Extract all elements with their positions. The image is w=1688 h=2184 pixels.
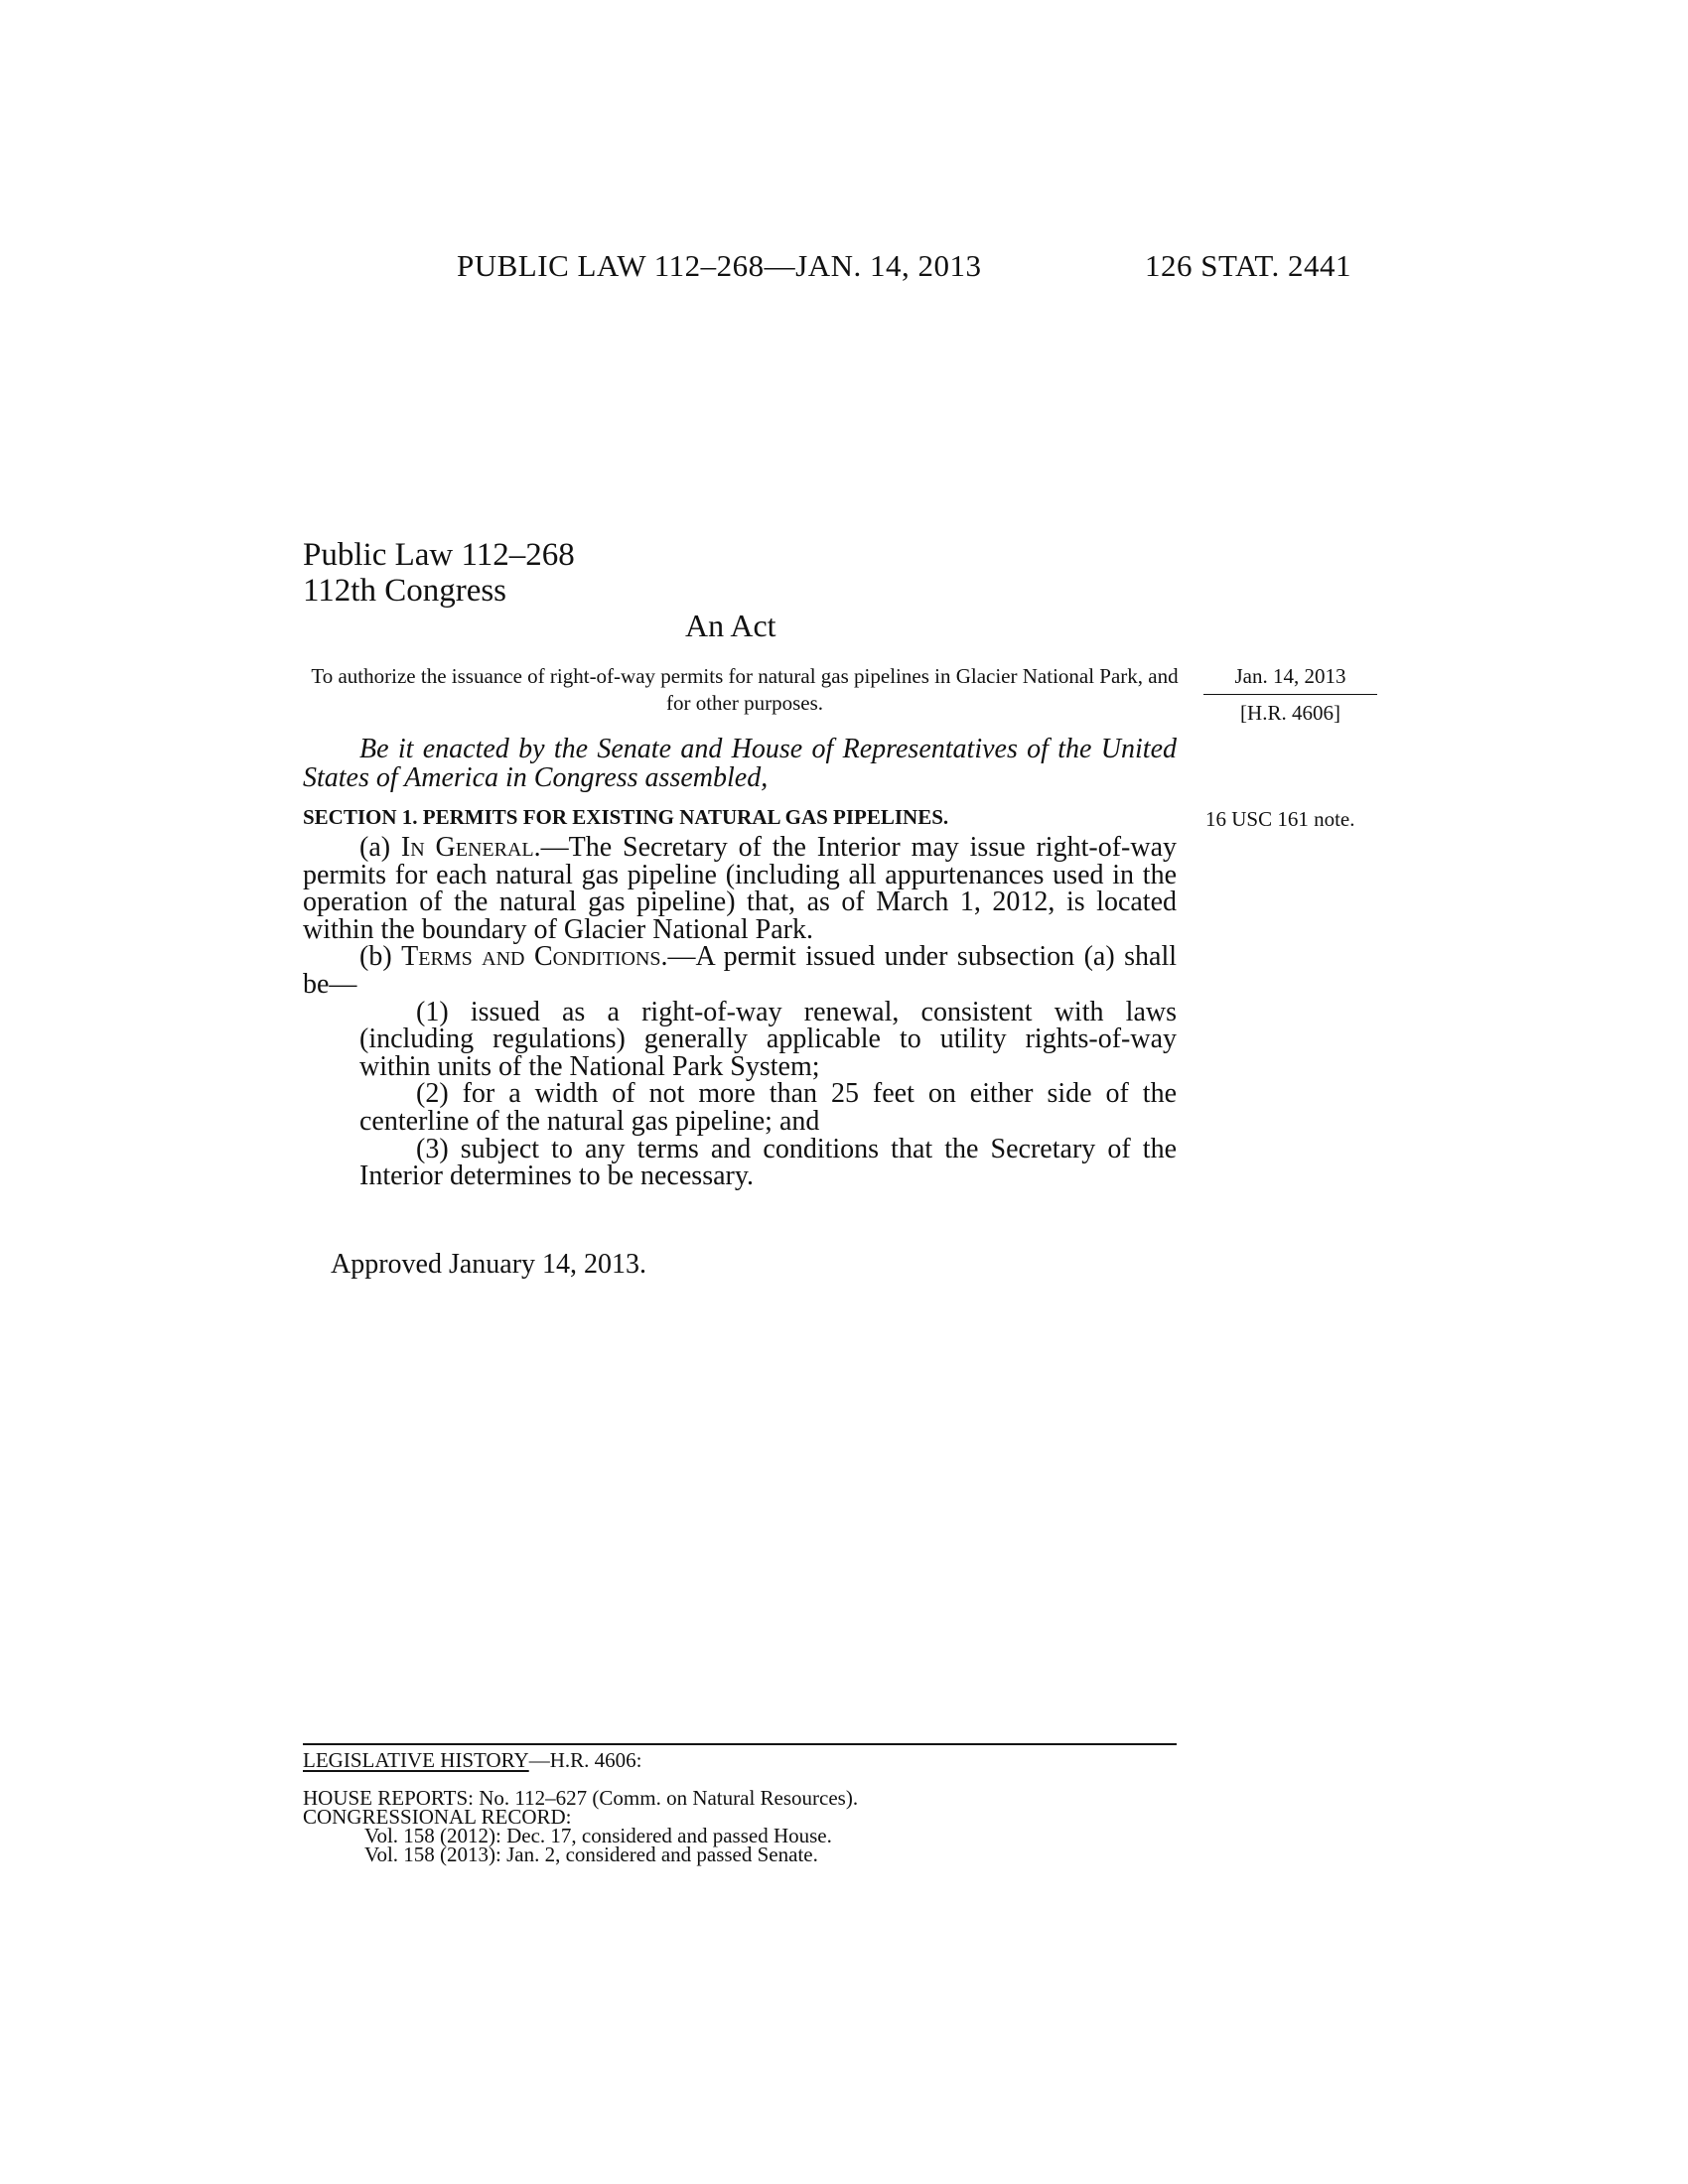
congress-number: 112th Congress — [303, 573, 507, 609]
house-reports-line: HOUSE REPORTS: No. 112–627 (Comm. on Natural Resources). — [303, 1786, 859, 1810]
paragraph-2: (2) for a width of not more than 25 feet on either side of the centerline of the natural gas pipeline; and — [359, 1078, 1177, 1137]
subsection-a-text: .—The Secretary of the Interior may issue right-of-way permits for each natural gas pipeline (including all appurtenances used in the operation of the natural gas pipeline) that, as of March 1, 2012, is located within the boundary of Glacier National Park. — [303, 832, 1177, 945]
approval-line: Approved January 14, 2013. — [331, 1249, 647, 1280]
congressional-record-line: CONGRESSIONAL RECORD: — [303, 1805, 572, 1829]
law-number: Public Law 112–268 — [303, 537, 575, 573]
section-body — [303, 834, 1177, 1190]
subsection-b-label: (b) — [359, 941, 402, 973]
paragraph-1: (1) issued as a right-of-way renewal, consistent with laws (including regulations) generally applicable to utility rights-of-way within units of the National Park System; — [359, 996, 1177, 1082]
legislative-history-bill: —H.R. 4606: — [528, 1748, 642, 1772]
subsection-b-caption: Terms and Conditions — [401, 941, 661, 973]
subsection-b-text: .—A permit issued under subsection (a) shall be— — [303, 941, 1178, 1000]
enacting-clause: Be it enacted by the Senate and House of Representatives of the United States of America in Congress assembled, — [303, 734, 1177, 793]
legislative-history-heading — [303, 1748, 641, 1773]
legislative-history-title: LEGISLATIVE HISTORY — [303, 1748, 529, 1772]
subsection-a-caption: In General — [400, 832, 534, 863]
subsection-a — [303, 834, 1177, 943]
act-purpose: To authorize the issuance of right-of-way permits for natural gas pipelines in Glacier National Park, and for other purposes. — [311, 664, 1179, 715]
section-heading: SECTION 1. PERMITS FOR EXISTING NATURAL GAS PIPELINES. — [303, 805, 949, 829]
record-entry: Vol. 158 (2012): Dec. 17, considered and passed House. — [364, 1824, 832, 1847]
running-header-law-date: PUBLIC LAW 112–268—JAN. 14, 2013 — [457, 248, 982, 283]
paragraph-3: (3) subject to any terms and conditions that the Secretary of the Interior determines to be necessary. — [359, 1133, 1177, 1192]
side-note-usc: 16 USC 161 note. — [1205, 807, 1355, 831]
side-note-date: Jan. 14, 2013 — [1203, 664, 1377, 695]
record-entry: Vol. 158 (2013): Jan. 2, considered and passed Senate. — [364, 1843, 818, 1866]
running-header-stat-page: 126 STAT. 2441 — [1145, 248, 1352, 283]
subsection-b — [303, 943, 1177, 998]
act-heading: An Act — [685, 608, 776, 643]
footer-rule — [303, 1743, 1177, 1745]
legislative-history-list — [303, 1786, 859, 1866]
side-note-bill: [H.R. 4606] — [1240, 701, 1340, 725]
subsection-a-label: (a) — [359, 832, 401, 863]
